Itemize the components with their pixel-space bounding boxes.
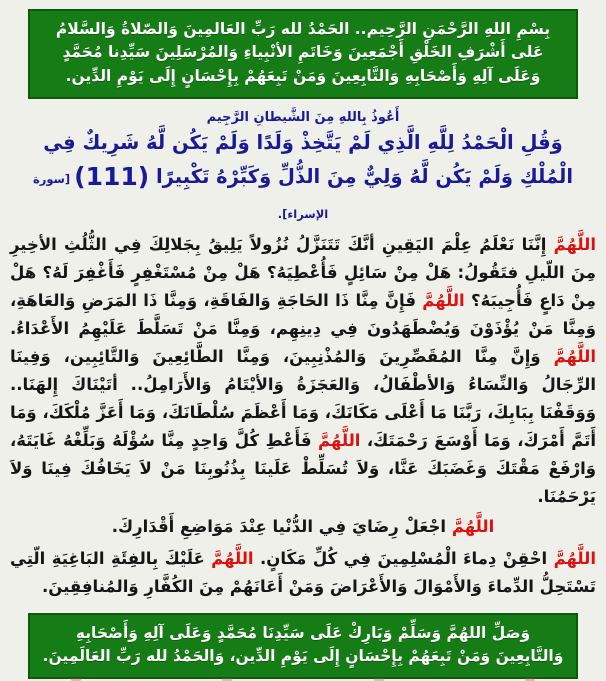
dua-paragraph-2 (10, 545, 596, 601)
quran-verse (14, 128, 592, 227)
verse-text: وَقُلِ الْحَمْدُ لِلَّهِ الَّذِي لَمْ يَتَّخِذْ وَلَدًا وَلَمْ يَكُن لَّهُ شَرِيكٌ فِي الْمُلْكِ وَلَمْ يَكُن لَّهُ وَلِيٌّ مِنَ الذُّلِّ وَكَبِّرْهُ تَكْبِيرًا (43, 130, 574, 188)
footer-banner (28, 613, 578, 680)
cutoff-glyph-strip (0, 673, 606, 681)
allahumma-word: اللَّهُمَّ (553, 234, 596, 254)
dua-text-segment: وَإِنَّ مِنَّا المُقَصِّرِينَ وَالمُذْنِبِينَ، وَمِنَّا الطَّائِعِينَ وَالتَّائِبِين، وَفِينَا الرِّجَالُ وَالنِّسَاءُ وَالأطْفَالُ، وَالعَجَزَةُ وَالأيْتَامُ وَالأَرَامِلُ.. أتَيْنَاكَ إِلهَنَا.. وَوَقَفْنَا بِبَابِكَ، رَبَّنَا مَا أَعْلَى مَكَانَكَ، وَمَا أَعْظَمَ سُلْطَانَكَ، وَمَا أَعَزَّ مُلْكَكَ، وَمَا أَتَمَّ أَمْرَكَ، وَمَا أَوْسَعَ رَحْمَتَكَ، (10, 346, 597, 450)
dua-text-segment: فَإِنَّ مِنَّا ذَا الحَاجَةِ وَالفَاقَةِ، وَمِنَّا ذَا المَرَضِ وَالعَاهَةِ، وَمِنَّا مَنْ يُؤْذَوْنَ وَيُضْطَهَدُونَ فِي دِينِهِم، وَمِنَّا مَنْ تَسَلَّطَ عَلَيْهِمُ الأَعْدَاءُ. (10, 290, 596, 338)
dua-text-segment: فَأَعْطِ كُلَّ وَاحِدٍ مِنَّا سُؤْلَهُ وَبَلِّغْهُ غَايَتَهُ، وَارْفَعْ مَقْتَكَ وَغَضَبَكَ عَنَّا، وَلاَ تُسَلِّطْ عَلَينَا بِذُنُوبِنَا مَنْ لاَ يَخَافُكَ فِينَا وَلاَ يَرْحَمُنَا. (10, 430, 596, 506)
allahumma-word: اللَّهُمَّ (211, 548, 254, 568)
allahumma-word: اللَّهُمَّ (553, 346, 596, 366)
dua-text-segment: احْقِنْ دِماءَ الْمُسْلِمِينَ فِي كُلِّ مَكَانٍ. (253, 548, 554, 568)
allahumma-word: اللَّهُمَّ (451, 516, 495, 536)
allahumma-word: اللَّهُمَّ (553, 548, 596, 568)
taawwudh-line: أَعُوذُ بِاللهِ مِنَ الشَّيطانِ الرَّجِيم (206, 109, 400, 125)
surah-source: [سورة الإسراء]. (32, 171, 329, 221)
footer-banner-text: وَصَلِّ اللهُمَّ وَسَلِّمْ وَبَارِكْ عَلَى سَيِّدِنَا مُحَمَّدٍ وَعَلَى آلِهِ وَأَصْحَابِهِ وَالتَّابِعِينَ وَمَنْ تَبِعَهُمْ بِإِحْسَانٍ إِلَى يَوْمِ الدِّين، وَالحَمْدُ لله رَبِّ العَالَمِينَ. (42, 623, 564, 666)
dua-text-segment: إِنَّنَا نَعْلَمُ عِلْمَ اليَقِينِ أنَّكَ تَتَنَزَّلُ نُزُولاً يَلِيقُ بِجَلالِكَ فِي الثُّلُثِ الأخِيرِ مِنَ اللّيلِ فتَقُولُ: هَلْ مِنْ سَائِلٍ فَأُعْطِيَهُ؟ هَلْ مِنْ مُسْتَغْفِرٍ فَأَغْفِرَ لَهُ؟ هَلْ مِنْ دَاعٍ فَأُجِيبَهُ؟ (10, 234, 596, 310)
ayah-number: (111) (74, 161, 150, 191)
dua-text-segment: اجْعَلْ رِضَايَ فِي الدُّنْيا عِنْدَ مَوَاضِعِ أَقْدَارِكَ. (111, 516, 452, 536)
header-banner (28, 9, 578, 99)
dua-text-segment: عَلَيْكَ بِالفِئَةِ البَاغِيَةِ الّتِي تَسْتَحِلُّ الدِّماءَ وَالأَمْوَالَ وَالأَعْرَاضَ وَمَنْ أَعَانَهُمْ مِنَ الكُفَّارِ وَالمُنافِقِينَ. (10, 548, 596, 596)
allahumma-word: اللَّهُمَّ (422, 290, 465, 310)
dua-paragraph-1 (10, 231, 596, 511)
dua-centered-line (10, 513, 596, 541)
header-banner-text: بِسْمِ اللهِ الرَّحْمَنِ الرَّحِيم.. الحَمْدُ لله رَبِّ العَالمِينَ وَالصّلاةُ وَالسَّلامُ عَلى أَشْرَفِ الخَلْقِ أَجْمَعِينَ وَخَاتَمِ الأنْبِياءِ وَالمُرْسَلِينَ سَيِّدِنا مُحَمَّدٍ وَعَلَى آلِهِ وَأَصْحَابِهِ وَالتَّابِعِينَ وَمَنْ تَبِعَهُمْ بِإِحْسَانٍ إِلَى يَوْمِ الدِّين. (55, 20, 551, 85)
allahumma-word: اللَّهُمَّ (318, 430, 361, 450)
